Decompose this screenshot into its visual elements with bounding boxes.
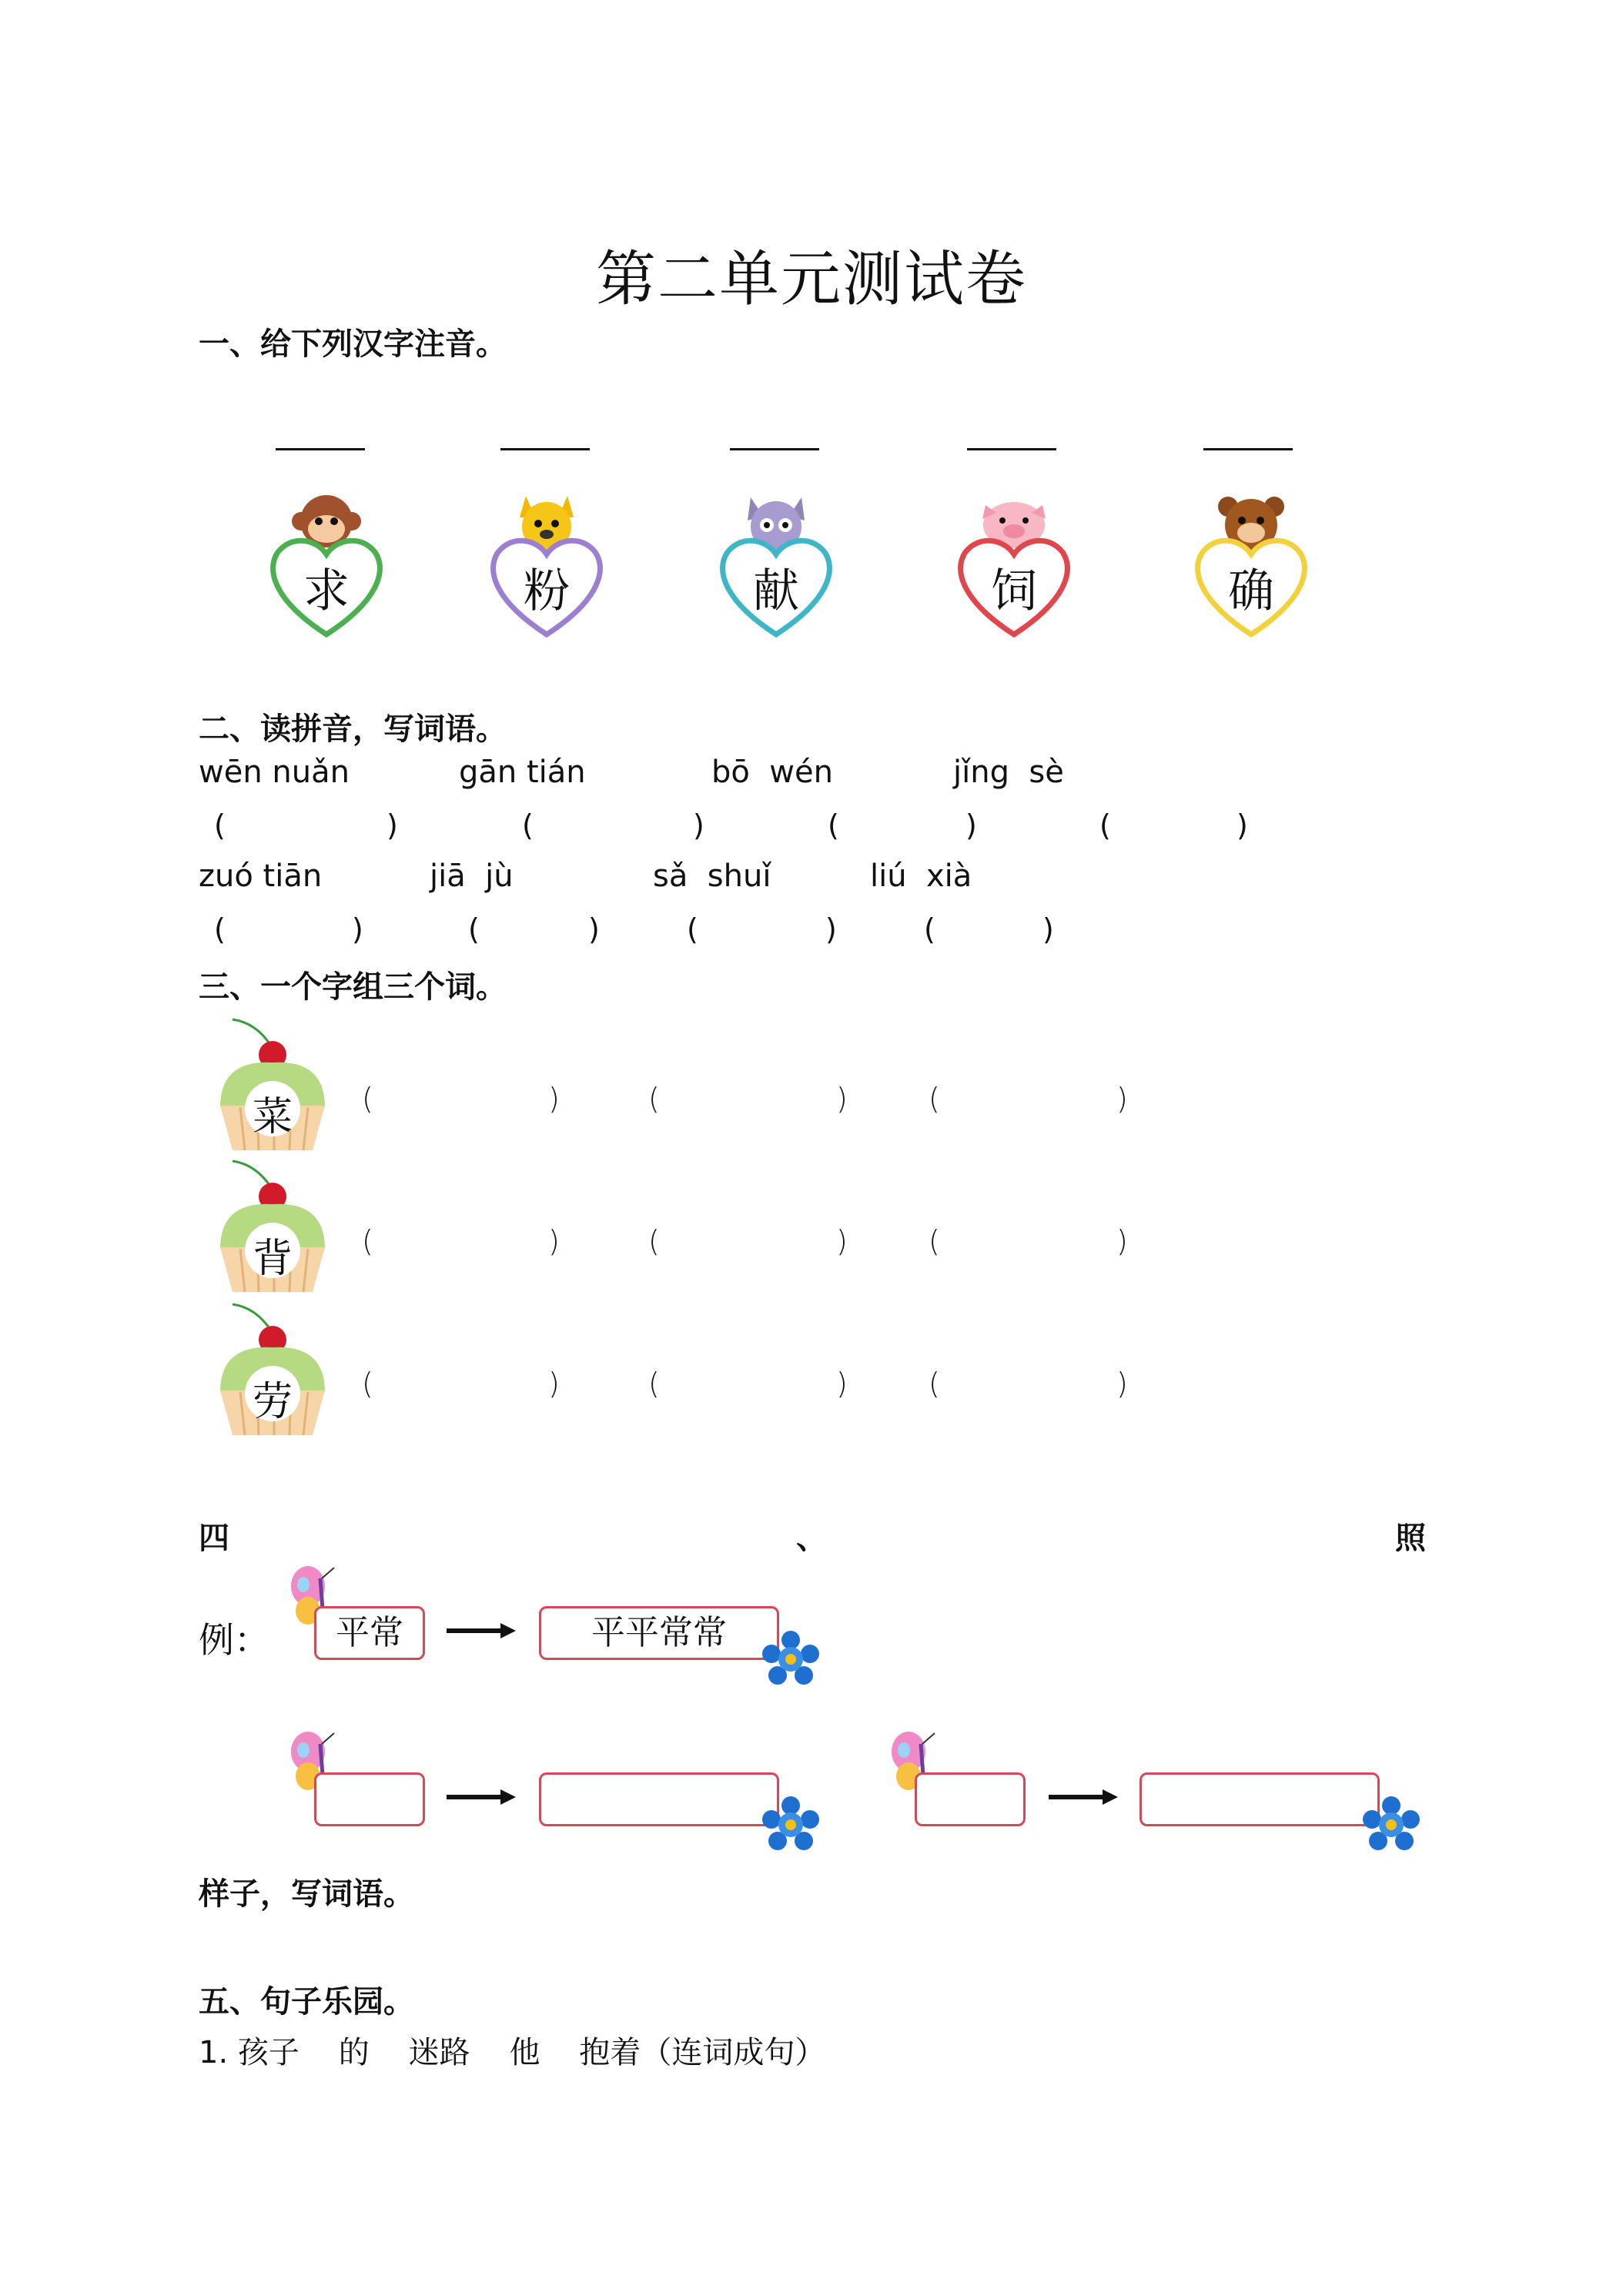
question-1: 1. 孩子 的 迷路 他 抱着（连词成句） [199,2035,826,2070]
char-bei: 背 [252,1236,293,1282]
blue-flower-icon [762,1796,819,1853]
section-4-heading-tail: 样子，写词语。 [199,1876,414,1912]
char-si: 饲 [991,564,1037,618]
paren-open: ( [924,912,935,946]
example-word-box: 平常 [314,1606,425,1660]
answer-input-box-1[interactable] [539,1772,779,1826]
pinyin-blank-5[interactable] [1203,448,1293,450]
paren-close: ) [965,808,977,842]
paren-open: ( [687,912,698,946]
pinyin-2: gān tián [459,755,586,790]
pinyin-6: jiā jù [430,858,514,894]
pinyin-blank-2[interactable] [500,448,590,450]
paren-close: ) [352,912,363,946]
arrow-right-icon [447,1788,516,1806]
paren-close: ) [1236,808,1248,842]
char-xian: 献 [753,564,799,618]
paren-close: ) [1042,912,1054,946]
cupcake-card-1 [209,1015,333,1161]
paren-close: ) [1116,1224,1128,1258]
paren-open: ( [929,1367,940,1401]
paren-open: ( [468,912,480,946]
pinyin-3: bō wén [711,755,833,790]
pinyin-7: sǎ shuǐ [653,858,771,894]
paren-close: ) [588,912,600,946]
paren-open: ( [522,808,534,842]
section-2-heading: 二、读拼音，写词语。 [199,711,507,747]
char-fen: 粉 [524,564,570,618]
pinyin-blank-1[interactable] [276,448,365,450]
paren-open: ( [929,1224,940,1258]
paren-open: ( [214,808,226,842]
paren-close: ) [825,912,837,946]
blue-flower-icon [1363,1796,1420,1853]
page-title: 第二单元测试卷 [595,245,1027,314]
section-3-heading: 三、一个字组三个词。 [199,969,507,1005]
pinyin-4: jǐng sè [953,755,1064,790]
pinyin-5: zuó tiān [199,858,323,894]
paren-close: ) [1116,1367,1128,1401]
section-4-heading-part-1: 四 [199,1521,229,1556]
char-que: 确 [1228,564,1274,618]
paren-open: ( [648,1224,660,1258]
pig-heart-card [949,487,1079,641]
paren-close: ) [836,1367,848,1401]
paren-open: ( [362,1367,373,1401]
section-1-heading: 一、给下列汉字注音。 [199,326,507,362]
paren-close: ) [548,1367,560,1401]
pinyin-blank-3[interactable] [730,448,819,450]
paren-close: ) [548,1224,560,1258]
example-label: 例： [199,1619,269,1661]
dog-heart-card [481,487,612,641]
char-lao: 劳 [252,1379,293,1425]
section-4-heading-part-3: 照 [1395,1521,1426,1556]
section-5-heading: 五、句子乐园。 [199,1984,414,2020]
arrow-right-icon [1049,1788,1118,1806]
paren-close: ) [1116,1082,1128,1116]
bear-heart-card [1186,487,1317,641]
cupcake-card-3 [209,1300,333,1446]
example-answer-box: 平平常常 [539,1606,779,1660]
char-qiu: 求 [303,564,350,618]
paren-open: ( [929,1082,940,1116]
pinyin-1: wēn nuǎn [199,755,350,790]
paren-open: ( [362,1224,373,1258]
char-cai: 菜 [252,1094,293,1140]
paren-close: ) [836,1224,848,1258]
paren-open: ( [648,1082,660,1116]
paren-close: ) [387,808,398,842]
cat-heart-card [711,487,842,641]
paren-close: ) [836,1082,848,1116]
pinyin-8: liú xià [870,858,972,894]
paren-open: ( [828,808,839,842]
paren-open: ( [214,912,226,946]
pinyin-blank-4[interactable] [967,448,1056,450]
paren-open: ( [1099,808,1111,842]
monkey-heart-card [261,487,392,641]
cupcake-card-2 [209,1156,333,1303]
word-input-box-2[interactable] [915,1772,1026,1826]
paren-close: ) [693,808,704,842]
paren-open: ( [648,1367,660,1401]
answer-input-box-2[interactable] [1139,1772,1380,1826]
blue-flower-icon [762,1631,819,1688]
word-input-box-1[interactable] [314,1772,425,1826]
arrow-right-icon [447,1622,516,1640]
paren-close: ) [548,1082,560,1116]
paren-open: ( [362,1082,373,1116]
section-4-heading-part-2: 、 [796,1521,827,1556]
